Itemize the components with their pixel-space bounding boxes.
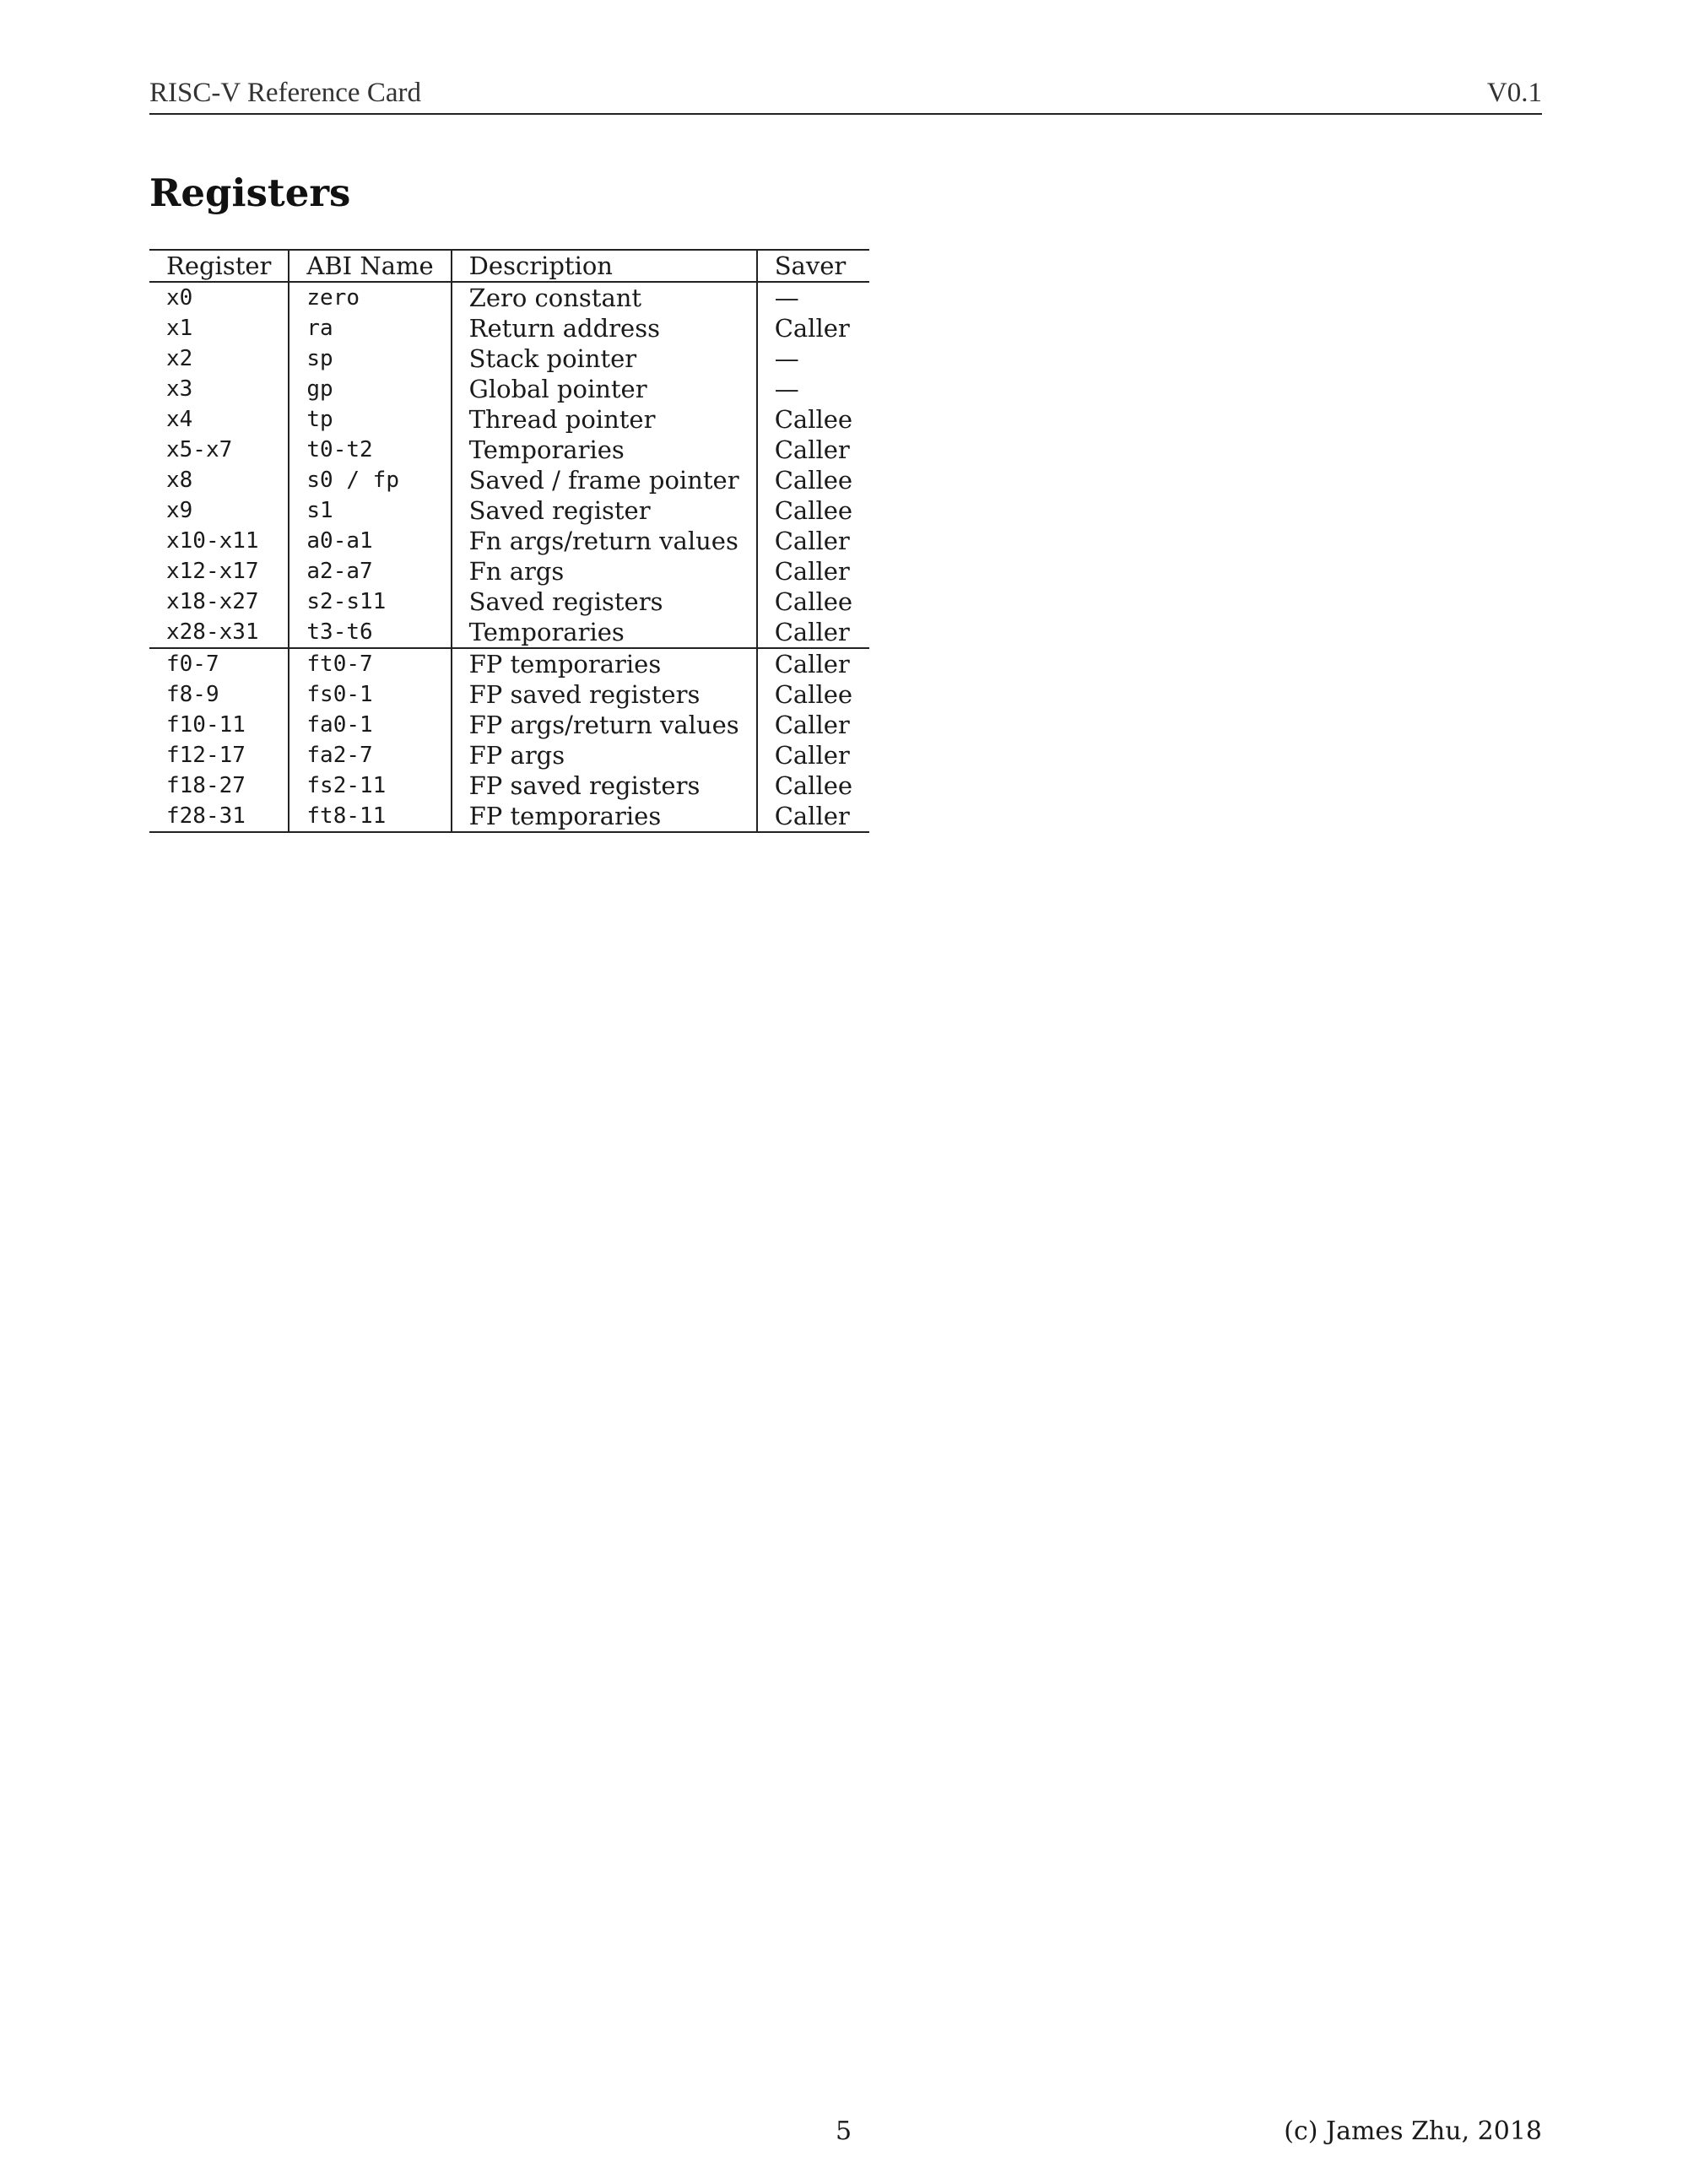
abi-name-cell: t3-t6 bbox=[289, 617, 451, 648]
register-cell: x12-x17 bbox=[149, 556, 289, 587]
register-cell: x9 bbox=[149, 495, 289, 526]
saver-cell: Callee bbox=[774, 680, 853, 709]
register-cell: x1 bbox=[149, 313, 289, 343]
description-cell: Temporaries bbox=[452, 435, 757, 465]
integer-registers-group bbox=[149, 282, 869, 648]
abi-name-cell: gp bbox=[289, 374, 451, 404]
table-row bbox=[149, 679, 869, 710]
description-cell: FP args/return values bbox=[452, 710, 757, 740]
saver-cell: Caller bbox=[774, 618, 850, 646]
table-header-row bbox=[149, 250, 869, 282]
table-row bbox=[149, 435, 869, 465]
register-cell: f18-27 bbox=[149, 770, 289, 801]
saver-cell: Caller bbox=[774, 435, 850, 464]
table-row bbox=[149, 404, 869, 435]
abi-name-cell: s0 / fp bbox=[289, 465, 451, 495]
header-title: RISC-V Reference Card bbox=[149, 78, 421, 108]
abi-name-cell: fa2-7 bbox=[289, 740, 451, 770]
abi-name-cell: t0-t2 bbox=[289, 435, 451, 465]
table-row bbox=[149, 374, 869, 404]
register-cell: f28-31 bbox=[149, 801, 289, 832]
register-cell: x3 bbox=[149, 374, 289, 404]
description-cell: Saved / frame pointer bbox=[452, 465, 757, 495]
abi-name-cell: fs2-11 bbox=[289, 770, 451, 801]
register-cell: x5-x7 bbox=[149, 435, 289, 465]
register-cell: x28-x31 bbox=[149, 617, 289, 648]
section-title: Registers bbox=[149, 170, 351, 215]
header-version: V0.1 bbox=[1486, 78, 1542, 108]
table-row bbox=[149, 648, 869, 679]
table-row bbox=[149, 343, 869, 374]
description-cell: Temporaries bbox=[452, 617, 757, 648]
register-cell: x8 bbox=[149, 465, 289, 495]
description-cell: FP saved registers bbox=[452, 679, 757, 710]
saver-cell: Caller bbox=[774, 557, 850, 586]
abi-name-cell: s2-s11 bbox=[289, 587, 451, 617]
saver-cell: Caller bbox=[774, 314, 850, 343]
saver-cell: Callee bbox=[774, 405, 853, 434]
table-row bbox=[149, 465, 869, 495]
fp-registers-group bbox=[149, 648, 869, 832]
register-cell: x10-x11 bbox=[149, 526, 289, 556]
saver-cell: — bbox=[774, 344, 799, 373]
registers-table bbox=[149, 249, 869, 833]
abi-name-cell: ra bbox=[289, 313, 451, 343]
abi-name-cell: fs0-1 bbox=[289, 679, 451, 710]
abi-name-cell: a2-a7 bbox=[289, 556, 451, 587]
saver-cell: Caller bbox=[757, 801, 869, 832]
register-cell: x0 bbox=[149, 282, 289, 313]
table-row bbox=[149, 740, 869, 770]
abi-name-cell: zero bbox=[289, 282, 451, 313]
register-cell: f0-7 bbox=[149, 648, 289, 679]
table-row bbox=[149, 556, 869, 587]
description-cell: FP temporaries bbox=[452, 648, 757, 679]
register-cell: x4 bbox=[149, 404, 289, 435]
saver-cell: Caller bbox=[774, 527, 850, 555]
description-cell: Global pointer bbox=[452, 374, 757, 404]
description-cell: Return address bbox=[452, 313, 757, 343]
register-cell: f8-9 bbox=[149, 679, 289, 710]
saver-cell: Caller bbox=[757, 648, 869, 679]
abi-name-cell: tp bbox=[289, 404, 451, 435]
abi-name-cell: s1 bbox=[289, 495, 451, 526]
saver-cell: Caller bbox=[774, 741, 850, 770]
description-cell: Thread pointer bbox=[452, 404, 757, 435]
table-header bbox=[149, 250, 869, 282]
description-cell: Fn args/return values bbox=[452, 526, 757, 556]
register-cell: x18-x27 bbox=[149, 587, 289, 617]
saver-cell: Callee bbox=[774, 466, 853, 495]
copyright-notice: (c) James Zhu, 2018 bbox=[1284, 2116, 1542, 2146]
table-row bbox=[149, 770, 869, 801]
column-header-abi-name: ABI Name bbox=[289, 250, 451, 282]
saver-cell: — bbox=[774, 375, 799, 403]
table-row bbox=[149, 495, 869, 526]
table-row bbox=[149, 282, 869, 313]
description-cell: Fn args bbox=[452, 556, 757, 587]
abi-name-cell: fa0-1 bbox=[289, 710, 451, 740]
abi-name-cell: sp bbox=[289, 343, 451, 374]
description-cell: Saved register bbox=[452, 495, 757, 526]
register-cell: x2 bbox=[149, 343, 289, 374]
register-cell: f12-17 bbox=[149, 740, 289, 770]
saver-cell: Callee bbox=[774, 587, 853, 616]
saver-cell: Callee bbox=[774, 771, 853, 800]
register-cell: f10-11 bbox=[149, 710, 289, 740]
description-cell: FP saved registers bbox=[452, 770, 757, 801]
column-header-description: Description bbox=[452, 250, 757, 282]
description-cell: FP temporaries bbox=[452, 801, 757, 832]
abi-name-cell: a0-a1 bbox=[289, 526, 451, 556]
column-header-register: Register bbox=[149, 250, 289, 282]
table-row bbox=[149, 313, 869, 343]
column-header-saver: Saver bbox=[757, 250, 869, 282]
description-cell: Saved registers bbox=[452, 587, 757, 617]
table-row bbox=[149, 526, 869, 556]
table-row bbox=[149, 801, 869, 832]
description-cell: FP args bbox=[452, 740, 757, 770]
description-cell: Stack pointer bbox=[452, 343, 757, 374]
description-cell: Zero constant bbox=[452, 282, 757, 313]
page-number: 5 bbox=[836, 2116, 852, 2146]
saver-cell: — bbox=[774, 284, 799, 312]
table-row bbox=[149, 587, 869, 617]
abi-name-cell: ft8-11 bbox=[289, 801, 451, 832]
abi-name-cell: ft0-7 bbox=[289, 648, 451, 679]
table-row bbox=[149, 617, 869, 648]
running-header bbox=[149, 74, 1542, 115]
table-row bbox=[149, 710, 869, 740]
saver-cell: Caller bbox=[774, 711, 850, 739]
saver-cell: Callee bbox=[774, 496, 853, 525]
